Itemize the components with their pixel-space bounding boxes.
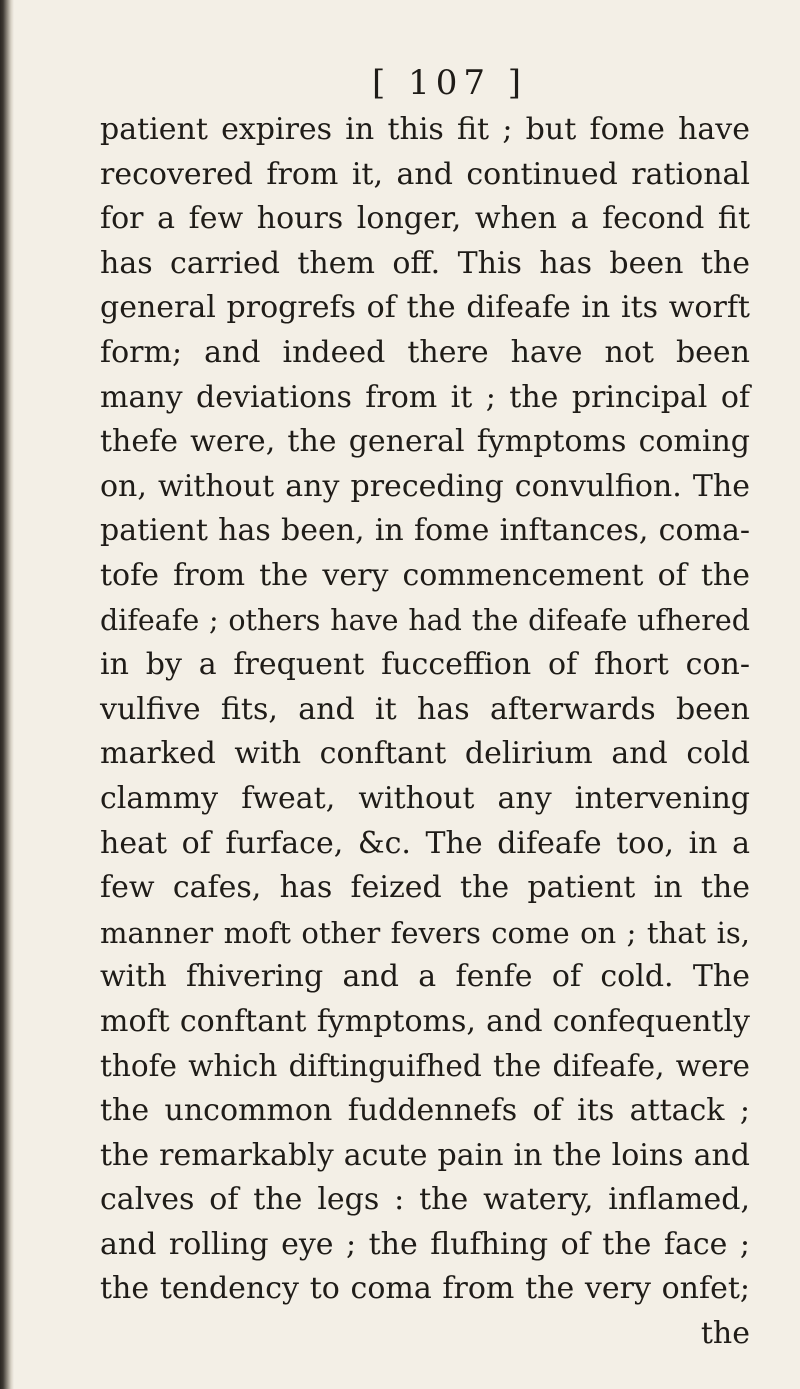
text-line: patient has been, in fome inftances, coma- — [100, 513, 750, 549]
text-line: vulfive fits, and it has afterwards been — [100, 691, 750, 727]
text-line: few cafes, has feized the patient in the — [100, 870, 750, 906]
text-line: recovered from it, and continued rational — [100, 156, 750, 192]
text-line: patient expires in this fit ; but fome have — [100, 112, 750, 147]
text-line: thofe which diftinguifhed the difeafe, were — [100, 1049, 750, 1084]
page-number-header: [ 107 ] — [372, 63, 528, 103]
catchword: the — [700, 1316, 750, 1352]
text-line: the tendency to coma from the very onfet; — [100, 1271, 750, 1307]
text-line: calves of the legs : the watery, inflamed, — [100, 1182, 750, 1218]
text-line: in by a frequent fucceffion of fhort con- — [100, 647, 750, 683]
text-line: thefe were, the general fymptoms coming — [100, 424, 750, 460]
text-line: with fhivering and a fenfe of cold. The — [100, 959, 750, 995]
text-line: has carried them off. This has been the — [100, 245, 750, 281]
text-line: and rolling eye ; the flufhing of the face ; — [100, 1226, 750, 1262]
text-line: on, without any preceding convulfion. The — [100, 468, 750, 504]
text-line: the uncommon fuddennefs of its attack ; — [100, 1093, 750, 1129]
text-line: form; and indeed there have not been — [100, 334, 750, 370]
text-line: general progrefs of the difeafe in its worft — [100, 290, 750, 326]
text-line: the remarkably acute pain in the loins and — [100, 1137, 750, 1173]
text-line: clammy fweat, without any intervening — [100, 780, 750, 816]
text-line: manner moft other fevers come on ; that is, — [100, 915, 750, 950]
body-text — [100, 108, 750, 1357]
text-line: heat of furface, &c. The difeafe too, in a — [100, 825, 750, 861]
text-line: marked with conftant delirium and cold — [100, 736, 750, 772]
text-line: moft conftant fymptoms, and confequently — [100, 1003, 750, 1039]
text-line: for a few hours longer, when a fecond fit — [100, 201, 750, 237]
text-line: many deviations from it ; the principal of — [100, 379, 750, 415]
book-binding-gutter — [0, 0, 14, 1389]
text-line: tofe from the very commencement of the — [100, 557, 750, 593]
text-line: difeafe ; others have had the difeafe ufhered — [100, 603, 750, 637]
